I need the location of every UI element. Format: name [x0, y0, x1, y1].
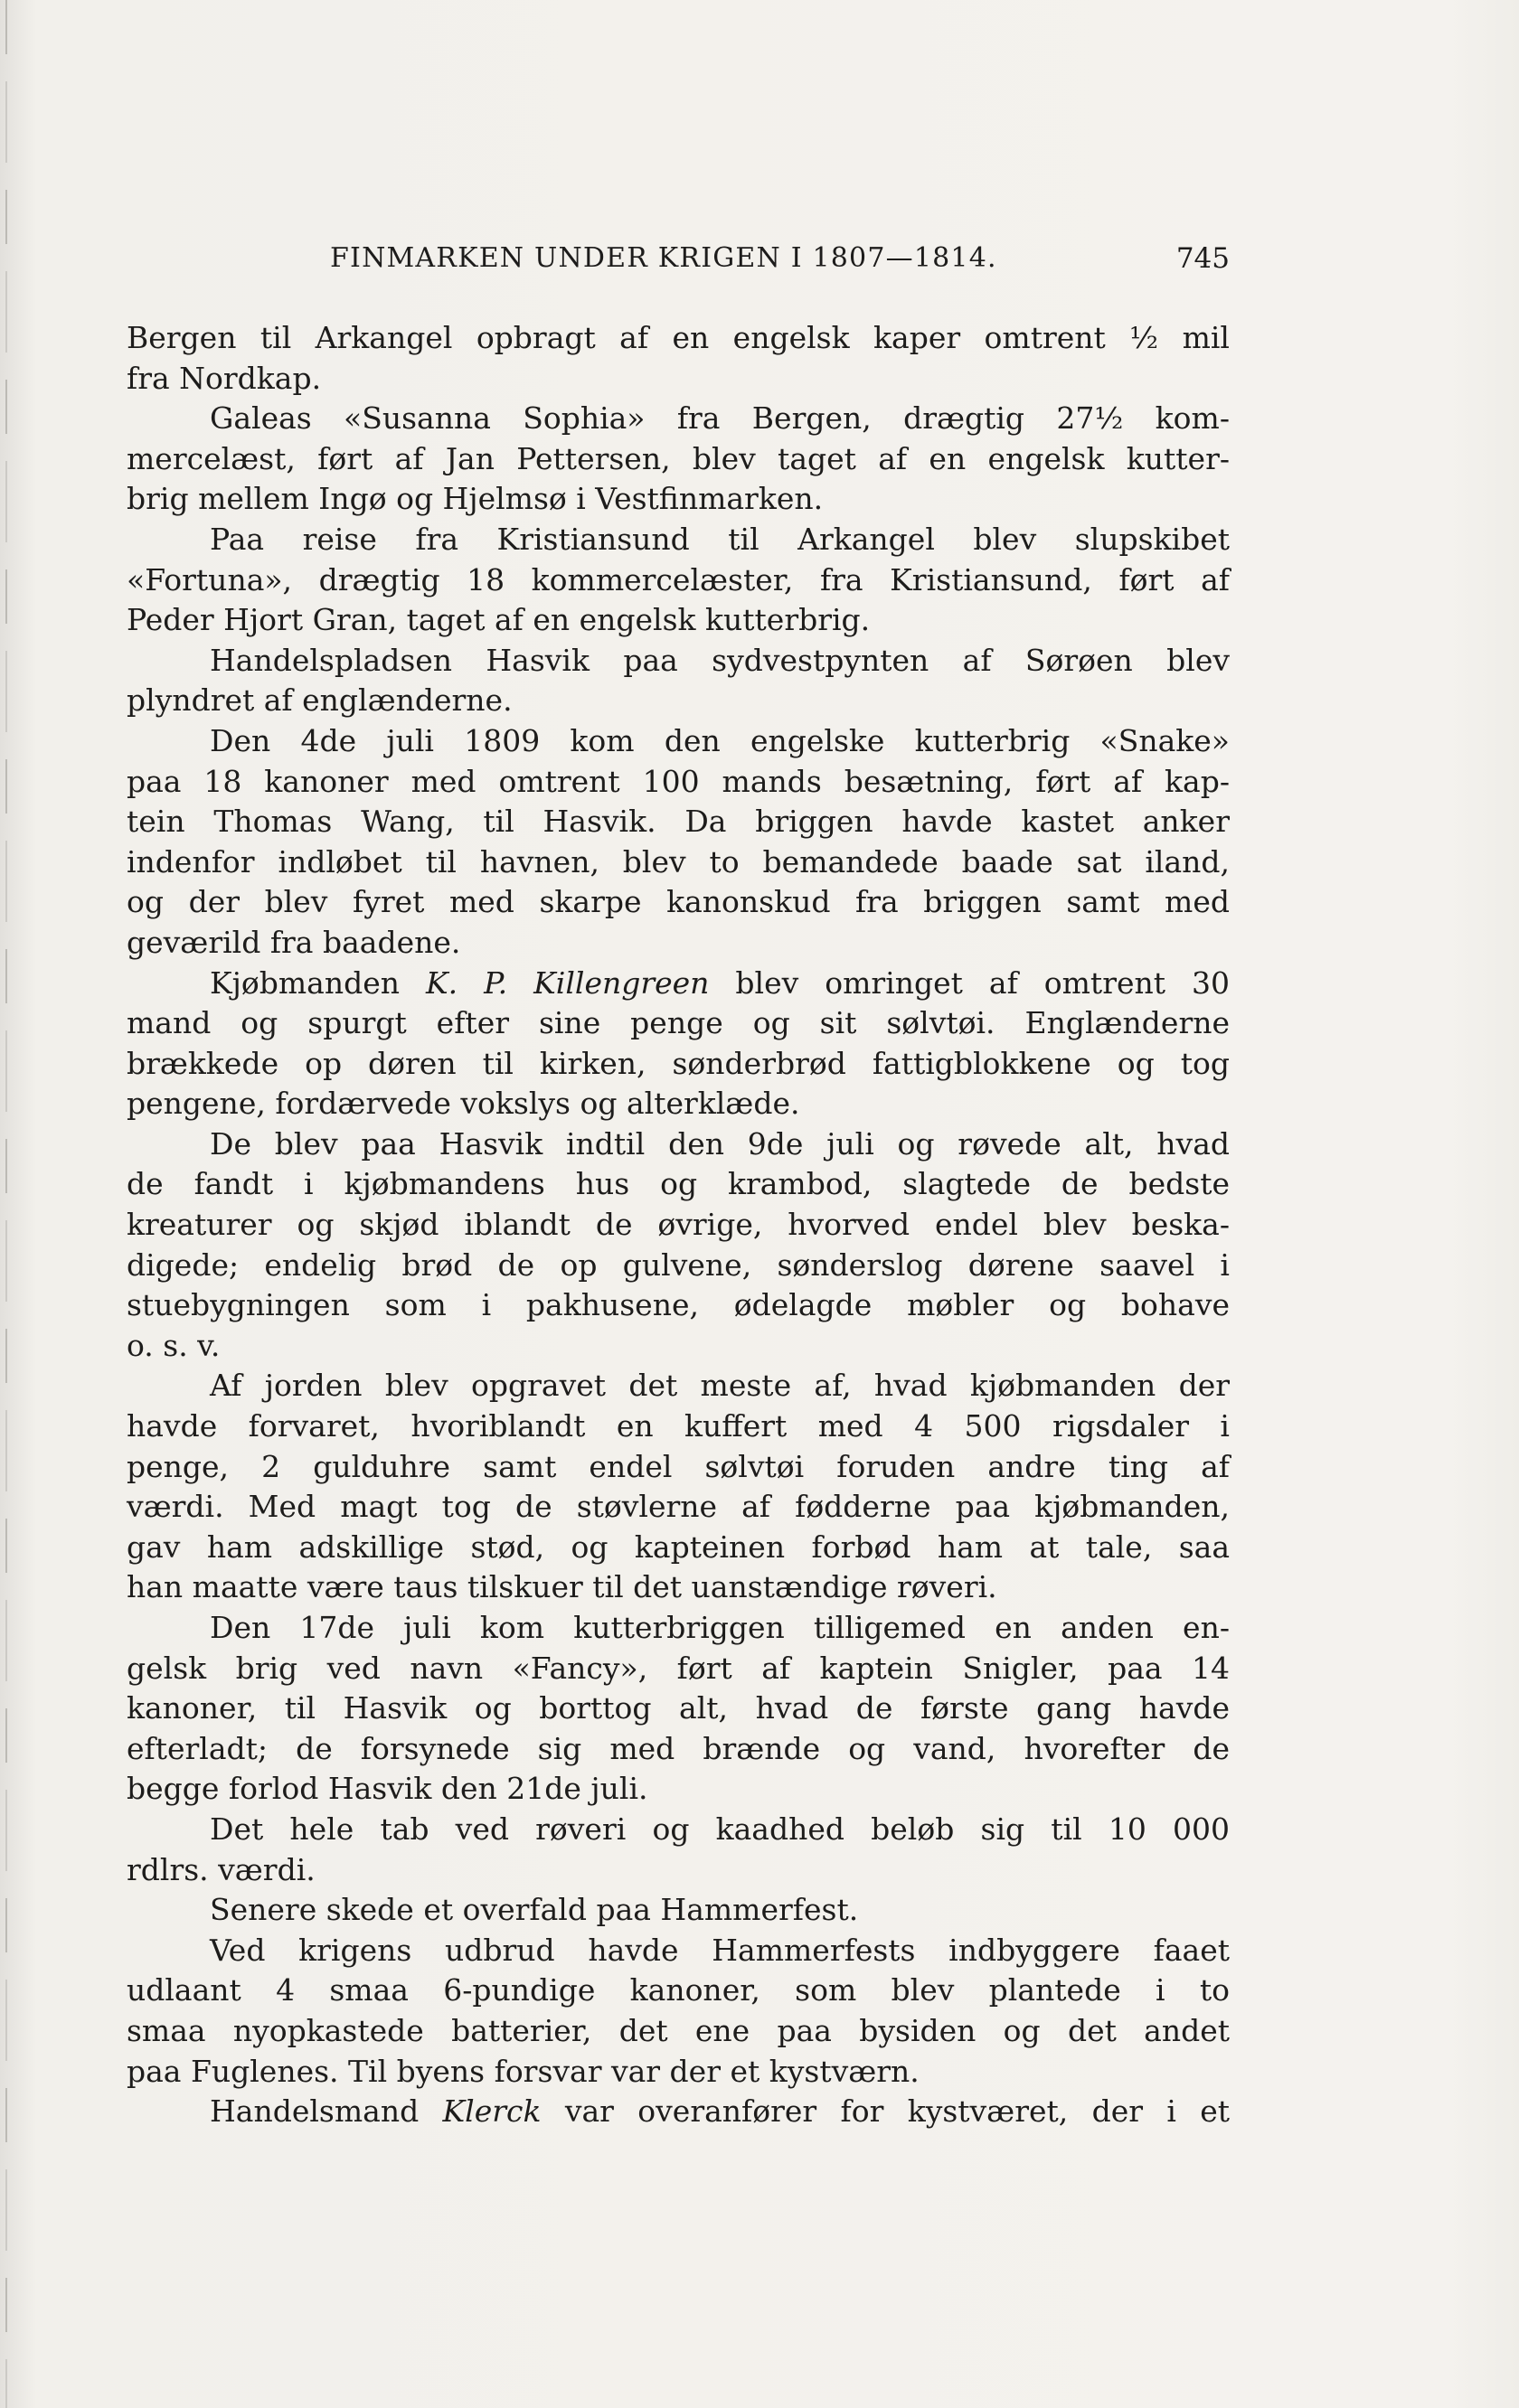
text-line: Af jorden blev opgravet det meste af, hvad kjøbmanden der [210, 1368, 1230, 1404]
text-line: De blev paa Hasvik indtil den 9de juli og røvede alt, hvad [210, 1125, 1230, 1162]
text-line: Bergen til Arkangel opbragt af en engelsk kaper omtrent ½ mil [127, 320, 1230, 355]
text-line: paa 18 kanoner med omtrent 100 mands besætning, ført af kap- [127, 763, 1230, 799]
text-line: Peder Hjort Gran, taget af en engelsk kutterbrig. [127, 602, 871, 638]
text-line: digede; endelig brød de op gulvene, sønderslog dørene saavel i [127, 1246, 1230, 1283]
text-line: havde forvaret, hvoriblandt en kuffert med 4 500 rigsdaler i [127, 1408, 1230, 1444]
running-header [330, 242, 1230, 282]
text-line: plyndret af englænderne. [127, 682, 513, 719]
body-text [127, 318, 1230, 2132]
page-number: 745 [1175, 242, 1230, 275]
text-line: Det hele tab ved røveri og kaadhed beløb sig til 10 000 [210, 1811, 1230, 1847]
text-line: mand og spurgt efter sine penge og sit sølvtøi. Englænderne [127, 1005, 1230, 1041]
italic-name: K. P. Killengreen [426, 964, 710, 1001]
text-line: indenfor indløbet til havnen, blev to bemandede baade sat iland, [127, 843, 1230, 879]
text-line: værdi. Med magt tog de støvlerne af fødderne paa kjøbmanden, [127, 1489, 1230, 1525]
text-line: brig mellem Ingø og Hjelmsø i Vestfinmarken. [127, 481, 824, 517]
text-line: mercelæst, ført af Jan Pettersen, blev taget af en engelsk kutter- [127, 440, 1230, 476]
text-line: fra Nordkap. [127, 360, 322, 396]
text-line: han maatte være taus tilskuer til det uanstændige røveri. [127, 1569, 997, 1605]
text-line: paa Fuglenes. Til byens forsvar var der et kystværn. [127, 2053, 920, 2089]
text-line: Den 17de juli kom kutterbriggen tilligemed en anden en- [210, 1610, 1230, 1645]
text-line: Paa reise fra Kristiansund til Arkangel blev slupskibet [210, 521, 1230, 557]
text-line: penge, 2 gulduhre samt endel sølvtøi foruden andre ting af [127, 1448, 1230, 1484]
running-title: FINMARKEN UNDER KRIGEN I 1807—1814. [330, 242, 997, 274]
text-line: stuebygningen som i pakhusene, ødelagde møbler og bohave [127, 1287, 1230, 1323]
text-line: udlaant 4 smaa 6-pundige kanoner, som blev plantede i to [127, 1972, 1230, 2008]
text-line: geværild fra baadene. [127, 924, 461, 960]
text-line: Handelsmand Klerck var overanfører for kystværet, der i et [210, 2093, 1231, 2130]
text-line: o. s. v. [127, 1327, 221, 1363]
text-line: efterladt; de forsynede sig med brænde og vand, hvorefter de [127, 1730, 1230, 1766]
text-line: og der blev fyret med skarpe kanonskud fra briggen samt med [127, 884, 1230, 920]
text-line: Den 4de juli 1809 kom den engelske kutterbrig «Snake» [210, 722, 1230, 758]
page-edge-shadow [5, 0, 7, 2408]
text-line: Galeas «Susanna Sophia» fra Bergen, drægtig 27½ kom- [210, 400, 1230, 437]
text-line: gav ham adskillige stød, og kapteinen forbød ham at tale, saa [127, 1529, 1230, 1565]
text-line: Kjøbmanden K. P. Killengreen blev omringet af omtrent 30 [210, 964, 1230, 1001]
text-line: pengene, fordærvede vokslys og alterklæde. [127, 1086, 800, 1122]
text-line: «Fortuna», drægtig 18 kommercelæster, fra Kristiansund, ført af [127, 561, 1230, 597]
text-line: kreaturer og skjød iblandt de øvrige, hvorved endel blev beska- [127, 1207, 1230, 1243]
italic-name: Klerck [442, 2093, 542, 2130]
text-line: tein Thomas Wang, til Hasvik. Da briggen havde kastet anker [127, 804, 1230, 840]
text-line: gelsk brig ved navn «Fancy», ført af kaptein Snigler, paa 14 [127, 1650, 1230, 1686]
text-line: begge forlod Hasvik den 21de juli. [127, 1771, 648, 1807]
text-line: smaa nyopkastede batterier, det ene paa bysiden og det andet [127, 2012, 1230, 2048]
text-line: brækkede op døren til kirken, sønderbrød fattigblokkene og tog [127, 1045, 1230, 1081]
text-line: kanoner, til Hasvik og borttog alt, hvad de første gang havde [127, 1690, 1230, 1726]
text-line: de fandt i kjøbmandens hus og krambod, slagtede de bedste [127, 1166, 1230, 1202]
text-line: Handelspladsen Hasvik paa sydvestpynten af Sørøen blev [210, 642, 1230, 678]
text-line: Senere skede et overfald paa Hammerfest. [210, 1892, 859, 1928]
text-line: rdlrs. værdi. [127, 1851, 316, 1887]
text-line: Ved krigens udbrud havde Hammerfests indbyggere faaet [210, 1932, 1230, 1968]
